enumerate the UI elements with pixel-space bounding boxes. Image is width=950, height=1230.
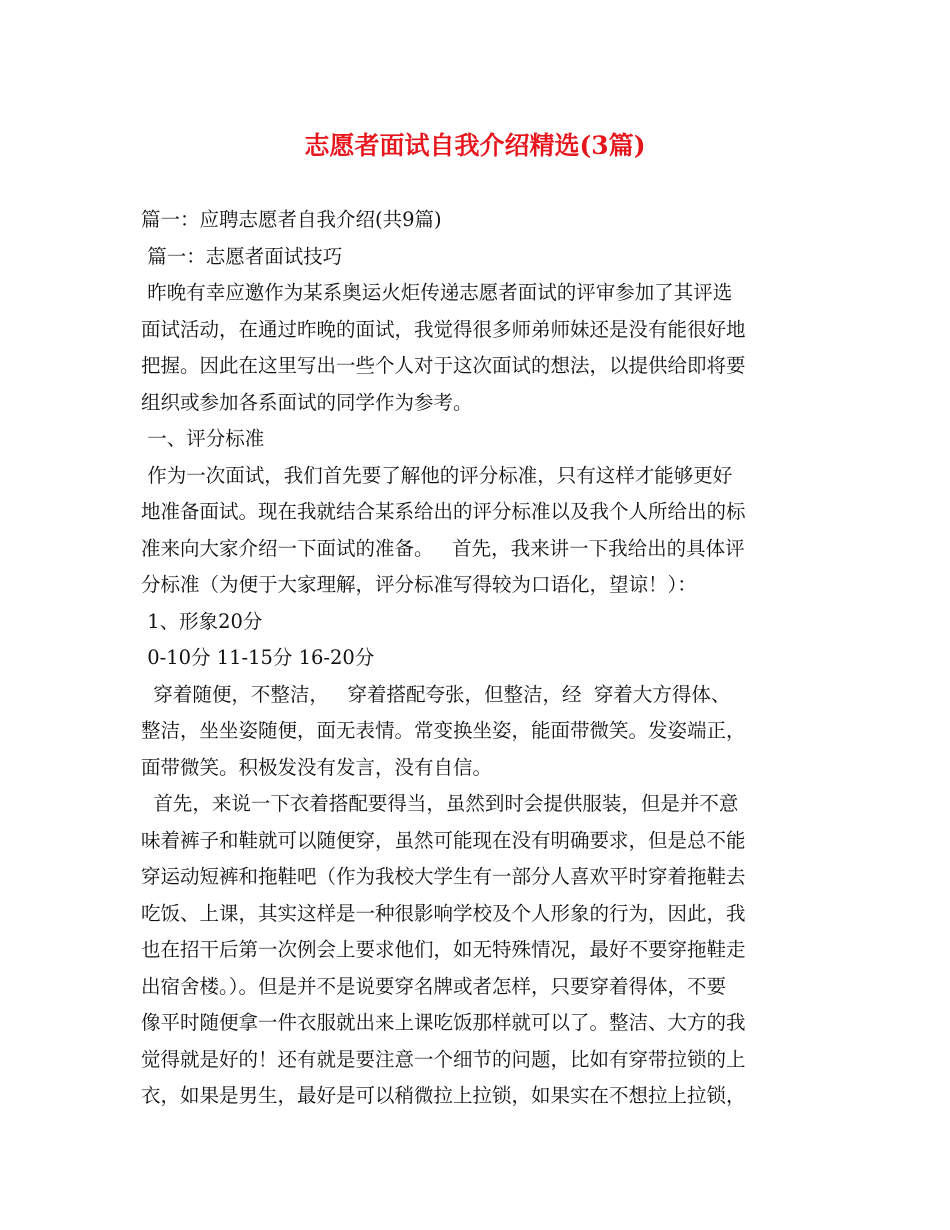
body-line: 面试活动，在通过昨晚的面试，我觉得很多师弟师妹还是没有能很好地: [141, 317, 746, 341]
document-body: [141, 202, 821, 1115]
body-line: 作为一次面试，我们首先要了解他的评分标准，只有这样才能够更好: [141, 463, 733, 487]
body-line: 衣，如果是男生，最好是可以稍微拉上拉锁，如果实在不想拉上拉锁，: [141, 1084, 746, 1107]
body-line: 把握。因此在这里写出一些个人对于这次面试的想法，以提供给即将要: [141, 354, 746, 377]
body-line: 也在招干后第一次例会上要求他们，如无特殊情况，最好不要穿拖鞋走: [141, 938, 746, 961]
body-line: 吃饭、上课，其实这样是一种很影响学校及个人形象的行为，因此，我: [141, 901, 746, 925]
document-title: 志愿者面试自我介绍精选(3篇): [304, 131, 646, 160]
body-line: 面带微笑。积极发没有发言，没有自信。: [141, 755, 493, 779]
body-line: 1、形象20分: [141, 609, 263, 633]
body-line: 味着裤子和鞋就可以随便穿，虽然可能现在没有明确要求，但是总不能: [141, 828, 746, 852]
body-line: 一、评分标准: [141, 427, 265, 450]
body-line: 觉得就是好的！还有就是要注意一个细节的问题，比如有穿带拉锁的上: [141, 1047, 746, 1071]
body-line: 昨晚有幸应邀作为某系奥运火炬传递志愿者面试的评审参加了其评选: [141, 281, 733, 304]
body-line: 像平时随便拿一件衣服就出来上课吃饭那样就可以了。整洁、大方的我: [141, 1011, 746, 1034]
body-line: 组织或参加各系面试的同学作为参考。: [141, 390, 473, 414]
body-line: 分标准（为便于大家理解，评分标准写得较为口语化，望谅！）：: [141, 573, 697, 596]
body-line: 准来向大家介绍一下面试的准备。 首先，我来讲一下我给出的具体评: [141, 536, 745, 560]
body-line: 穿着随便，不整洁， 穿着搭配夸张，但整洁，经 穿着大方得体、: [141, 682, 731, 706]
body-line: 0-10分 11-15分 16-20分: [141, 646, 375, 669]
body-line: 整洁，坐坐姿随便，面无表情。常变换坐姿，能面带微笑。发姿端正，: [141, 719, 746, 742]
body-line: 出宿舍楼。）。但是并不是说要穿名牌或者怎样，只要穿着得体，不要: [141, 974, 727, 998]
body-line: 首先，来说一下衣着搭配要得当，虽然到时会提供服装，但是并不意: [141, 792, 739, 815]
body-line: 地准备面试。现在我就结合某系给出的评分标准以及我个人所给出的标: [141, 500, 746, 523]
body-line: 篇一：志愿者面试技巧: [141, 244, 343, 268]
body-line: 穿运动短裤和拖鞋吧（作为我校大学生有一部分人喜欢平时穿着拖鞋去: [141, 865, 746, 888]
body-line: 篇一：应聘志愿者自我介绍(共9篇): [141, 208, 442, 231]
